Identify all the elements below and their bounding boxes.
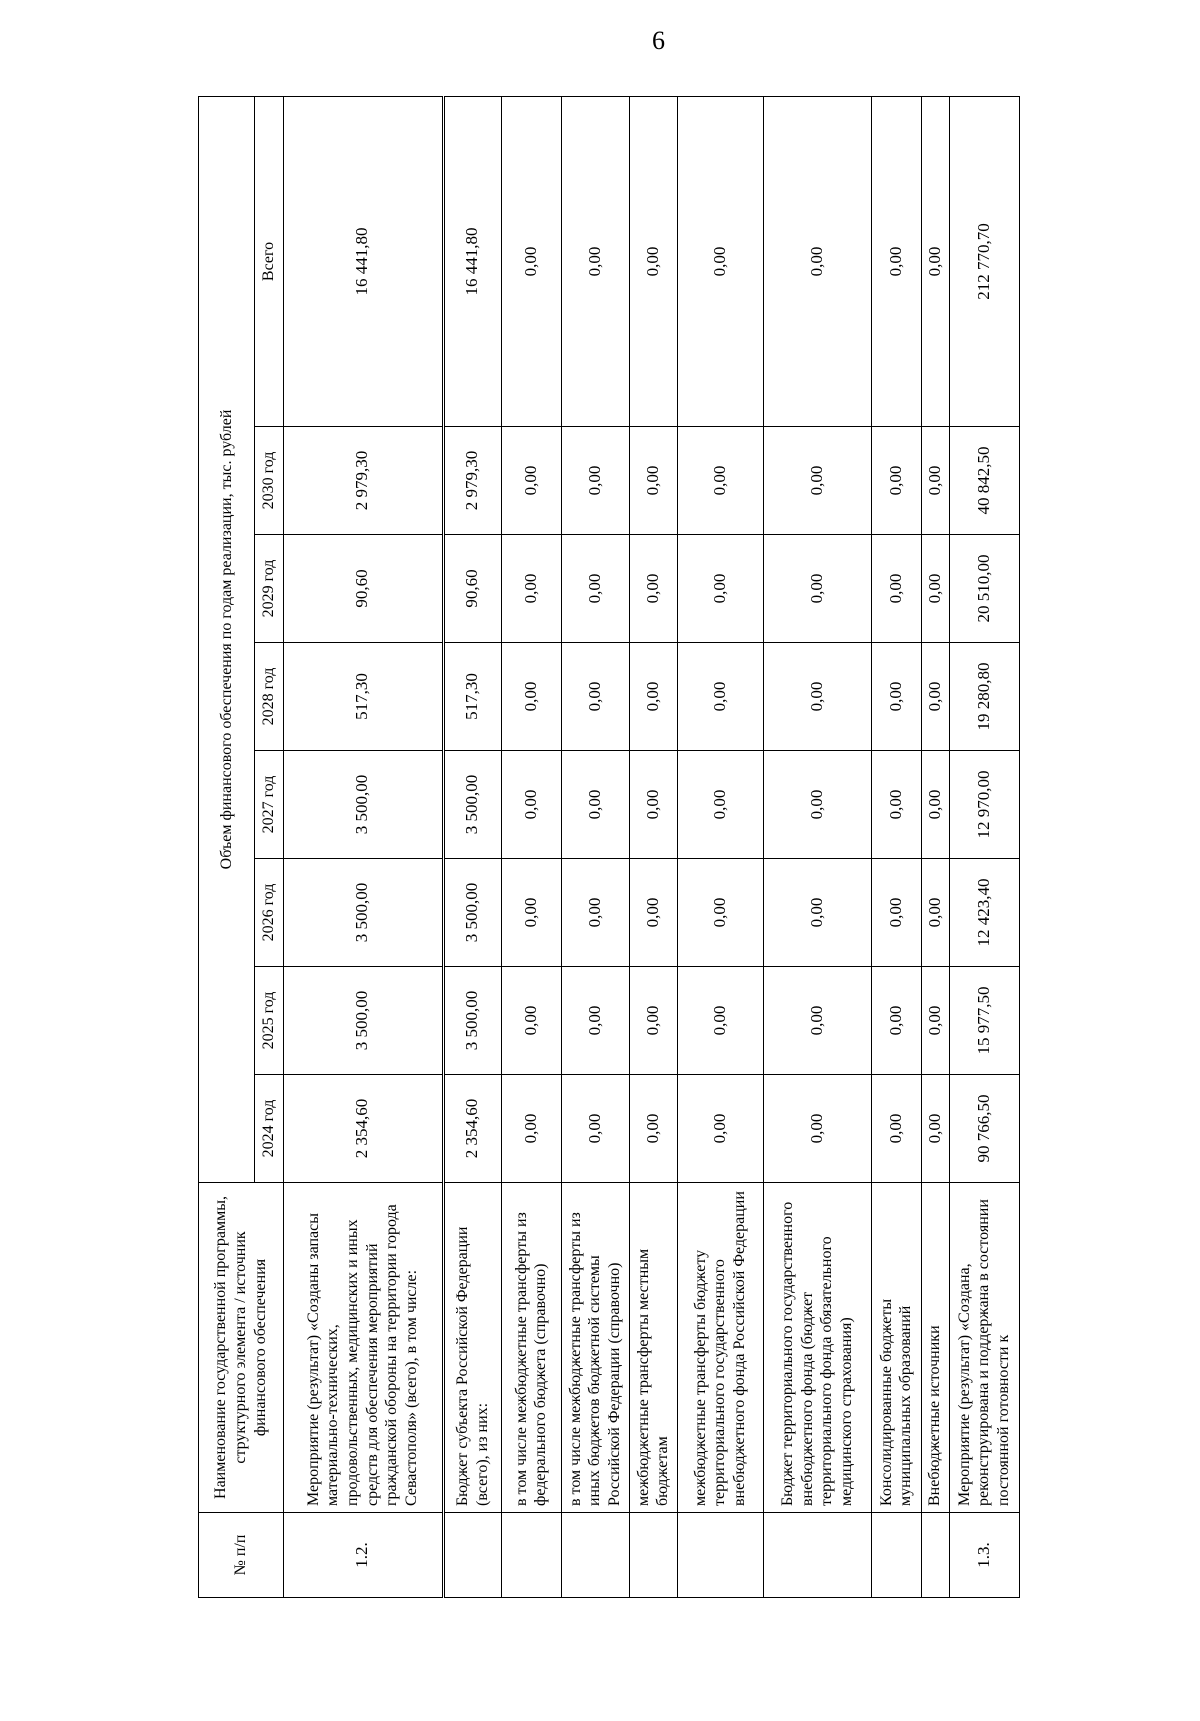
rotated-table-container	[198, 97, 1018, 1598]
cell-value: 20 510,00	[949, 535, 1019, 643]
cell-value: 0,00	[501, 967, 561, 1075]
cell-value: 0,00	[921, 535, 949, 643]
cell-value: 40 842,50	[949, 427, 1019, 535]
cell-value: 0,00	[871, 1075, 921, 1183]
cell-value: 0,00	[629, 751, 677, 859]
cell-value: 0,00	[921, 643, 949, 751]
table-row	[949, 96, 1019, 1597]
row-num	[921, 1513, 949, 1598]
cell-total: 16 441,80	[283, 96, 443, 426]
cell-value: 2 354,60	[283, 1075, 443, 1183]
cell-value: 0,00	[921, 751, 949, 859]
header-year: 2024 год	[255, 1075, 284, 1183]
cell-value: 0,00	[629, 535, 677, 643]
row-name: Мероприятие (результат) «Созданы запасы материально-технических, продовольственных, медицинских и иных средств для обеспечения мероприятий гражданской обороны на территории города Севастополя» (всего), в том числе:	[283, 1183, 443, 1513]
cell-value: 0,00	[677, 967, 763, 1075]
cell-value: 0,00	[629, 967, 677, 1075]
row-num	[677, 1513, 763, 1598]
row-num	[501, 1513, 561, 1598]
row-name: в том числе межбюджетные трансферты из иных бюджетов бюджетной системы Российской Федерации (справочно)	[561, 1183, 629, 1513]
header-volume: Объем финансового обеспечения по годам реализации, тыс. рублей	[199, 96, 255, 1182]
cell-value: 0,00	[921, 859, 949, 967]
cell-value: 0,00	[871, 967, 921, 1075]
cell-value: 3 500,00	[283, 859, 443, 967]
financing-table	[198, 96, 1020, 1598]
cell-value: 0,00	[561, 535, 629, 643]
cell-value: 15 977,50	[949, 967, 1019, 1075]
cell-value: 0,00	[763, 859, 871, 967]
row-name: межбюджетные трансферты местным бюджетам	[629, 1183, 677, 1513]
cell-value: 0,00	[501, 643, 561, 751]
cell-value: 3 500,00	[443, 751, 501, 859]
cell-total: 0,00	[677, 96, 763, 426]
cell-value: 12 970,00	[949, 751, 1019, 859]
cell-total: 0,00	[921, 96, 949, 426]
cell-value: 0,00	[921, 427, 949, 535]
table-row	[629, 96, 677, 1597]
cell-total: 0,00	[763, 96, 871, 426]
cell-value: 0,00	[501, 859, 561, 967]
table-row	[443, 96, 501, 1597]
row-name: межбюджетные трансферты бюджету территориального государственного внебюджетного фонда Российской Федерации	[677, 1183, 763, 1513]
row-name: Мероприятие (результат) «Создана, реконструирована и поддержана в состоянии постоянной готовности к	[949, 1183, 1019, 1513]
cell-value: 0,00	[561, 427, 629, 535]
row-num	[443, 1513, 501, 1598]
cell-value: 2 979,30	[283, 427, 443, 535]
cell-value: 0,00	[763, 967, 871, 1075]
cell-value: 0,00	[677, 1075, 763, 1183]
cell-value: 0,00	[677, 643, 763, 751]
cell-value: 0,00	[677, 427, 763, 535]
cell-value: 0,00	[763, 1075, 871, 1183]
table-row	[501, 96, 561, 1597]
row-name: Консолидированные бюджеты муниципальных образований	[871, 1183, 921, 1513]
row-name: Бюджет субъекта Российской Федерации (всего), из них:	[443, 1183, 501, 1513]
cell-value: 90 766,50	[949, 1075, 1019, 1183]
cell-total: 0,00	[561, 96, 629, 426]
cell-value: 0,00	[677, 751, 763, 859]
cell-value: 0,00	[871, 643, 921, 751]
cell-value: 0,00	[561, 643, 629, 751]
page-number: 6	[652, 26, 665, 55]
cell-total: 0,00	[501, 96, 561, 426]
cell-value: 0,00	[871, 751, 921, 859]
cell-value: 517,30	[283, 643, 443, 751]
cell-value: 0,00	[763, 535, 871, 643]
row-name: Бюджет территориального государственного внебюджетного фонда (бюджет территориального фонда обязательного медицинского страхования)	[763, 1183, 871, 1513]
table-row	[677, 96, 763, 1597]
header-year: 2025 год	[255, 967, 284, 1075]
cell-value: 0,00	[501, 751, 561, 859]
header-year: 2027 год	[255, 751, 284, 859]
cell-value: 3 500,00	[283, 967, 443, 1075]
cell-value: 90,60	[283, 535, 443, 643]
cell-value: 0,00	[763, 751, 871, 859]
cell-value: 0,00	[921, 967, 949, 1075]
cell-value: 0,00	[501, 535, 561, 643]
header-num: № п/п	[199, 1513, 284, 1598]
row-num	[871, 1513, 921, 1598]
cell-value: 0,00	[677, 535, 763, 643]
table-row	[921, 96, 949, 1597]
cell-value: 0,00	[561, 967, 629, 1075]
cell-value: 0,00	[501, 1075, 561, 1183]
cell-value: 0,00	[629, 859, 677, 967]
cell-value: 0,00	[561, 751, 629, 859]
table-row	[283, 96, 443, 1597]
cell-value: 3 500,00	[443, 967, 501, 1075]
cell-value: 90,60	[443, 535, 501, 643]
cell-value: 0,00	[629, 427, 677, 535]
cell-value: 0,00	[871, 535, 921, 643]
row-name: в том числе межбюджетные трансферты из федерального бюджета (справочно)	[501, 1183, 561, 1513]
cell-total: 0,00	[629, 96, 677, 426]
header-name: Наименование государственной программы, структурного элемента / источник финансового обеспечения	[199, 1183, 284, 1513]
row-num: 1.2.	[283, 1513, 443, 1598]
header-total: Всего	[255, 96, 284, 426]
row-num	[629, 1513, 677, 1598]
cell-value: 12 423,40	[949, 859, 1019, 967]
cell-value: 0,00	[629, 1075, 677, 1183]
cell-value: 0,00	[921, 1075, 949, 1183]
cell-value: 0,00	[871, 427, 921, 535]
cell-value: 517,30	[443, 643, 501, 751]
row-num	[763, 1513, 871, 1598]
header-year: 2030 год	[255, 427, 284, 535]
row-num: 1.3.	[949, 1513, 1019, 1598]
cell-value: 0,00	[763, 427, 871, 535]
cell-value: 0,00	[871, 859, 921, 967]
cell-value: 2 354,60	[443, 1075, 501, 1183]
table-row	[763, 96, 871, 1597]
cell-value: 2 979,30	[443, 427, 501, 535]
table-row	[871, 96, 921, 1597]
header-year: 2029 год	[255, 535, 284, 643]
cell-total: 212 770,70	[949, 96, 1019, 426]
cell-total: 0,00	[871, 96, 921, 426]
header-year: 2026 год	[255, 859, 284, 967]
cell-value: 0,00	[561, 859, 629, 967]
cell-value: 0,00	[501, 427, 561, 535]
cell-value: 3 500,00	[283, 751, 443, 859]
cell-value: 3 500,00	[443, 859, 501, 967]
cell-value: 0,00	[629, 643, 677, 751]
cell-value: 0,00	[677, 859, 763, 967]
header-year: 2028 год	[255, 643, 284, 751]
cell-value: 0,00	[763, 643, 871, 751]
row-num	[561, 1513, 629, 1598]
cell-value: 0,00	[561, 1075, 629, 1183]
cell-value: 19 280,80	[949, 643, 1019, 751]
row-name: Внебюджетные источники	[921, 1183, 949, 1513]
cell-total: 16 441,80	[443, 96, 501, 426]
table-row	[561, 96, 629, 1597]
